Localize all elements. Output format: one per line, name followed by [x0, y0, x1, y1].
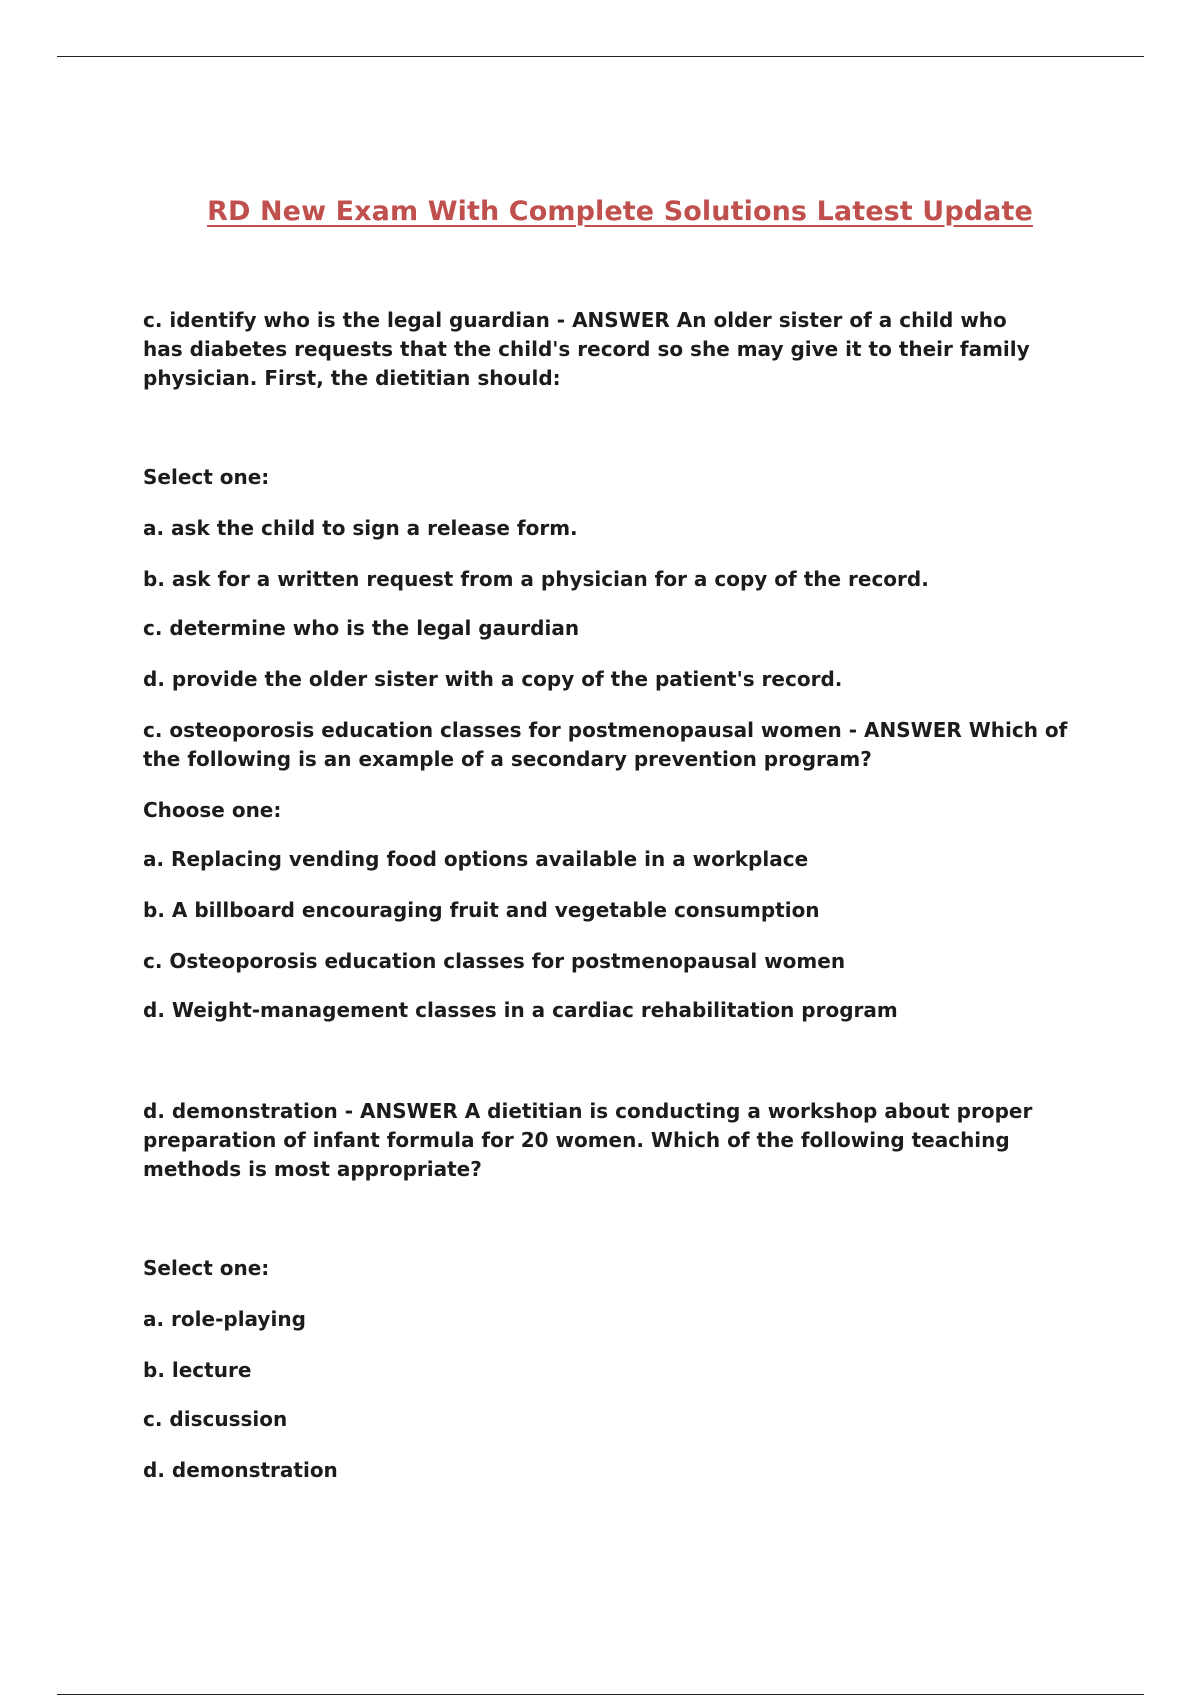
question-2-option-a: a. Replacing vending food options available in a workplace — [143, 847, 809, 871]
question-2-option-b: b. A billboard encouraging fruit and vegetable consumption — [143, 898, 820, 922]
question-1-option-a: a. ask the child to sign a release form. — [143, 516, 578, 540]
question-3-option-d: d. demonstration — [143, 1458, 338, 1482]
question-3-option-c: c. discussion — [143, 1407, 288, 1431]
question-3-prompt: Select one: — [143, 1256, 270, 1280]
header-rule — [57, 56, 1144, 57]
document-title: RD New Exam With Complete Solutions Latest Update — [207, 196, 1033, 227]
question-1-option-c: c. determine who is the legal gaurdian — [143, 616, 580, 640]
question-1-prompt: Select one: — [143, 465, 270, 489]
question-3-option-a: a. role-playing — [143, 1307, 306, 1331]
question-2-option-d: d. Weight-management classes in a cardiac rehabilitation program — [143, 998, 898, 1022]
question-1-option-b: b. ask for a written request from a physician for a copy of the record. — [143, 567, 929, 591]
question-1-option-d: d. provide the older sister with a copy of the patient's record. — [143, 667, 843, 691]
footer-rule — [57, 1694, 1144, 1695]
question-2-prompt: Choose one: — [143, 798, 282, 822]
question-1-text: c. identify who is the legal guardian - ANSWER An older sister of a child who has diabetes requests that the child's record so she may give it to their family physician. First, the dietitian should: — [143, 308, 1030, 390]
question-2-text: c. osteoporosis education classes for postmenopausal women - ANSWER Which of the following is an example of a secondary prevention program? — [143, 718, 1068, 771]
question-3-text: d. demonstration - ANSWER A dietitian is conducting a workshop about proper preparation of infant formula for 20 women. Which of the following teaching methods is most appropriate? — [143, 1099, 1033, 1181]
question-2-option-c: c. Osteoporosis education classes for postmenopausal women — [143, 949, 846, 973]
document-body — [143, 306, 1083, 1485]
question-3-option-b: b. lecture — [143, 1358, 252, 1382]
